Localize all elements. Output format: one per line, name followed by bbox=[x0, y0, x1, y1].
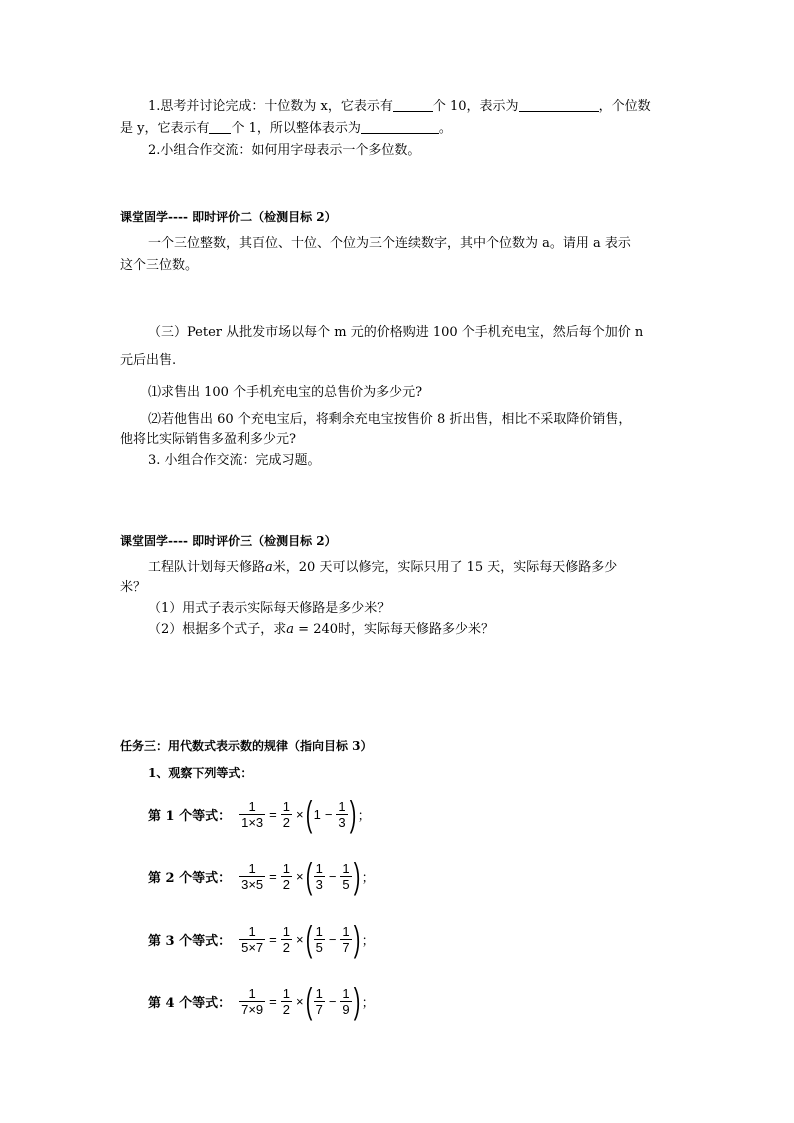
problem3-line1: （三）Peter 从批发市场以每个 m 元的价格购进 100 个手机充电宝，然后每个加价 n bbox=[148, 325, 644, 340]
left-paren: ( bbox=[305, 918, 312, 959]
equals-sign: = bbox=[269, 931, 277, 947]
equation-label: 第 1 个等式： bbox=[148, 808, 232, 824]
eval3-line1 bbox=[120, 559, 680, 577]
fraction-lhs bbox=[239, 924, 265, 955]
right-paren: ) bbox=[349, 793, 356, 834]
fraction-lhs bbox=[239, 986, 265, 1017]
eval2-line2: 这个三位数。 bbox=[120, 258, 199, 273]
paragraph-place-value-cont bbox=[120, 120, 680, 138]
numerator: 1 bbox=[248, 798, 256, 814]
text: 。 bbox=[438, 121, 452, 136]
left-paren: ( bbox=[305, 980, 312, 1021]
numerator: 1 bbox=[338, 798, 346, 814]
text: 个 1，所以整体表示为 bbox=[231, 121, 361, 136]
equals-sign: = bbox=[269, 993, 277, 1009]
equation-row bbox=[148, 852, 377, 900]
problem3-q1: ⑴求售出 100 个手机充电宝的总售价为多少元? bbox=[148, 385, 423, 400]
times-sign: × bbox=[296, 806, 304, 822]
left-paren: ( bbox=[305, 855, 312, 896]
equation-label: 第 2 个等式： bbox=[148, 870, 232, 886]
equation-row bbox=[148, 915, 377, 963]
semicolon: ； bbox=[357, 807, 371, 823]
numerator: 1 bbox=[342, 985, 350, 1001]
denominator: 5×7 bbox=[241, 939, 264, 955]
group-discussion: 2.小组合作交流：如何用字母表示一个多位数。 bbox=[148, 143, 421, 158]
denominator: 2 bbox=[282, 939, 290, 955]
minus-sign: − bbox=[324, 806, 333, 822]
equation-row bbox=[148, 977, 377, 1025]
minus-sign: − bbox=[328, 868, 337, 884]
numerator: 1 bbox=[282, 860, 290, 876]
equation-label: 第 4 个等式： bbox=[148, 995, 232, 1011]
equals-sign: = bbox=[269, 806, 277, 822]
eval2-heading: 课堂固学---- 即时评价二（检测目标 2） bbox=[120, 210, 337, 224]
eval3-heading: 课堂固学---- 即时评价三（检测目标 2） bbox=[120, 534, 337, 548]
task3-heading: 任务三：用代数式表示数的规律（指向目标 3） bbox=[120, 739, 373, 753]
numerator: 1 bbox=[248, 985, 256, 1001]
variable-a: a bbox=[265, 560, 273, 575]
fraction-half bbox=[281, 986, 292, 1017]
semicolon: ； bbox=[361, 994, 375, 1010]
text: 工程队计划每天修路 bbox=[148, 560, 266, 575]
numerator: 1 bbox=[248, 923, 256, 939]
blank-4[interactable] bbox=[361, 120, 439, 134]
denominator: 5 bbox=[342, 876, 350, 892]
denominator: 1×3 bbox=[241, 814, 264, 830]
left-paren: ( bbox=[305, 793, 312, 834]
eval3-q1: （1）用式子表示实际每天修路是多少米？ bbox=[148, 601, 391, 616]
fraction-second bbox=[340, 861, 351, 892]
text: 米，20 天可以修完，实际只用了 15 天，实际每天修路多少 bbox=[272, 560, 618, 575]
text: （2）根据多个式子，求 bbox=[148, 622, 287, 637]
denominator: 3×5 bbox=[241, 876, 264, 892]
variable-a: a bbox=[286, 622, 295, 637]
problem3-line2: 元后出售. bbox=[120, 353, 177, 368]
times-sign: × bbox=[296, 993, 304, 1009]
equation-label: 第 3 个等式： bbox=[148, 933, 232, 949]
denominator: 2 bbox=[282, 876, 290, 892]
equation-row bbox=[148, 790, 373, 838]
problem3-q3: 3. 小组合作交流：完成习题。 bbox=[148, 453, 321, 468]
numerator: 1 bbox=[248, 860, 256, 876]
right-paren: ) bbox=[353, 855, 360, 896]
eval3-line2: 米？ bbox=[120, 580, 147, 595]
problem3-q2a: ⑵若他售出 60 个充电宝后，将剩余充电宝按售价 8 折出售，相比不采取降价销售， bbox=[148, 412, 632, 427]
fraction-second bbox=[340, 986, 351, 1017]
problem3-q2b: 他将比实际销售多盈利多少元? bbox=[120, 432, 296, 447]
equals-sign: = bbox=[269, 868, 277, 884]
text: 个 10，表示为 bbox=[432, 99, 519, 114]
denominator: 2 bbox=[282, 814, 290, 830]
denominator: 9 bbox=[342, 1001, 350, 1017]
numerator: 1 bbox=[342, 923, 350, 939]
blank-2[interactable] bbox=[519, 98, 599, 112]
blank-3[interactable] bbox=[209, 120, 231, 134]
numerator: 1 bbox=[315, 860, 323, 876]
denominator: 7×9 bbox=[241, 1001, 264, 1017]
numerator: 1 bbox=[282, 923, 290, 939]
integer-one: 1 bbox=[313, 806, 321, 822]
semicolon: ； bbox=[361, 869, 375, 885]
denominator: 3 bbox=[315, 876, 323, 892]
eval3-q2 bbox=[120, 621, 680, 639]
eval2-line1: 一个三位整数，其百位、十位、个位为三个连续数字，其中个位数为 a。请用 a 表示 bbox=[148, 236, 631, 251]
task3-observe: 1、观察下列等式： bbox=[148, 766, 253, 780]
fraction-half bbox=[281, 924, 292, 955]
denominator: 5 bbox=[315, 939, 323, 955]
right-paren: ) bbox=[353, 980, 360, 1021]
fraction-half bbox=[281, 861, 292, 892]
text: 1.思考并讨论完成：十位数为 x，它表示有 bbox=[148, 99, 393, 114]
fraction-lhs bbox=[239, 861, 265, 892]
minus-sign: − bbox=[328, 993, 337, 1009]
right-paren: ) bbox=[353, 918, 360, 959]
denominator: 2 bbox=[282, 1001, 290, 1017]
fraction-second bbox=[336, 799, 347, 830]
fraction-first bbox=[314, 861, 325, 892]
numerator: 1 bbox=[315, 985, 323, 1001]
denominator: 3 bbox=[338, 814, 346, 830]
minus-sign: − bbox=[328, 931, 337, 947]
fraction-half bbox=[281, 799, 292, 830]
denominator: 7 bbox=[342, 939, 350, 955]
text: ，个位数 bbox=[598, 99, 651, 114]
numerator: 1 bbox=[282, 985, 290, 1001]
semicolon: ； bbox=[361, 932, 375, 948]
times-sign: × bbox=[296, 931, 304, 947]
text: = 240时，实际每天修路多少米？ bbox=[294, 622, 495, 637]
fraction-first bbox=[314, 986, 325, 1017]
text: 是 y，它表示有 bbox=[120, 121, 210, 136]
numerator: 1 bbox=[315, 923, 323, 939]
numerator: 1 bbox=[282, 798, 290, 814]
fraction-first bbox=[314, 924, 325, 955]
paragraph-place-value bbox=[120, 98, 680, 116]
fraction-lhs bbox=[239, 799, 265, 830]
denominator: 7 bbox=[315, 1001, 323, 1017]
numerator: 1 bbox=[342, 860, 350, 876]
blank-1[interactable] bbox=[393, 98, 433, 112]
times-sign: × bbox=[296, 868, 304, 884]
fraction-second bbox=[340, 924, 351, 955]
